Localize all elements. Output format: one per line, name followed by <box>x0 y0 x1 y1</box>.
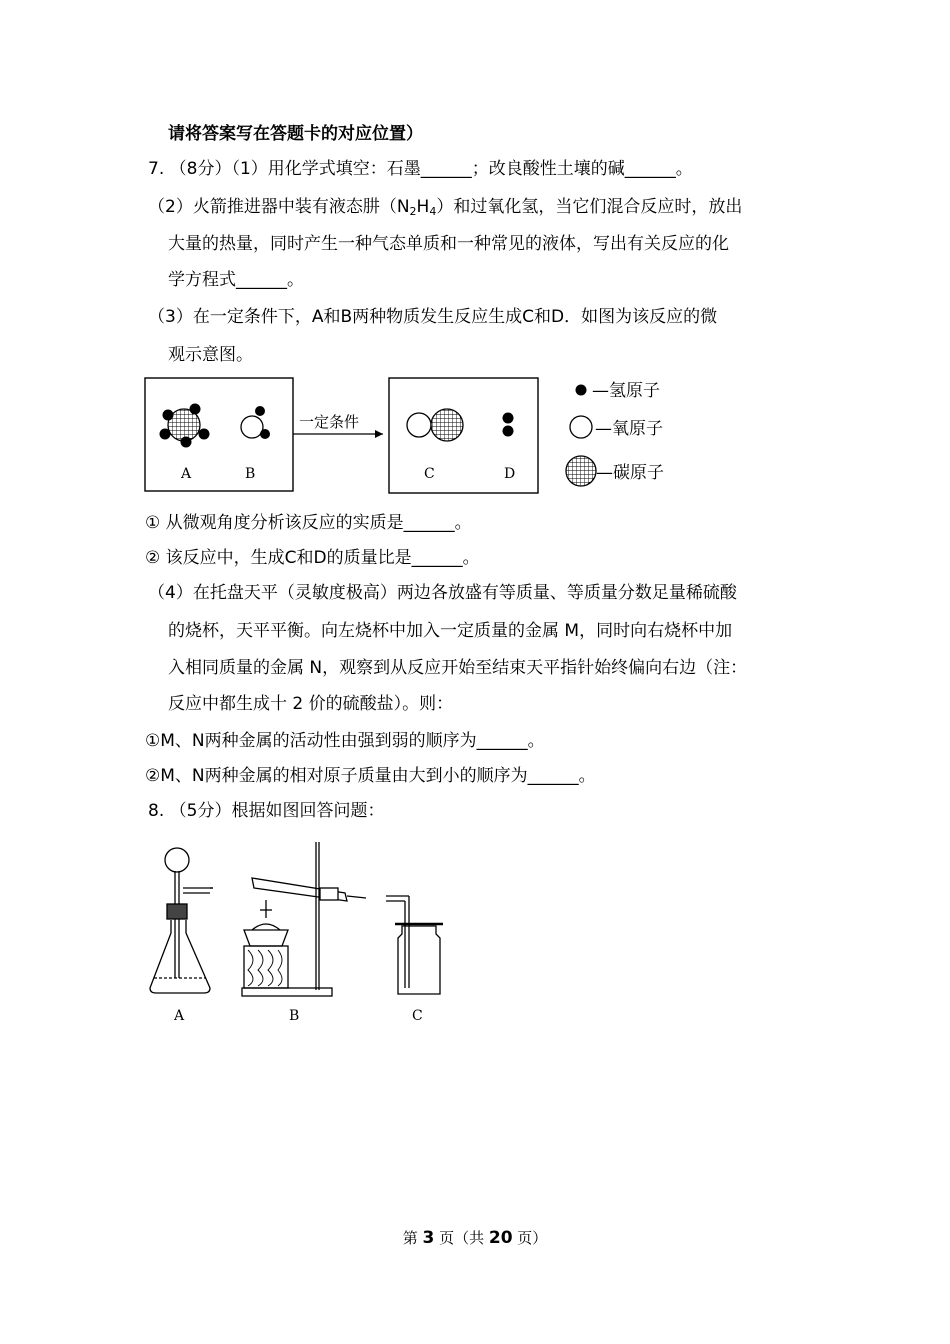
q7-part2-line1 <box>148 195 742 224</box>
q7-part2-text-b: ）和过氧化氢，当它们混合反应时，放出 <box>436 197 743 217</box>
legend-oxygen-icon <box>570 416 592 438</box>
label-b: B <box>245 466 256 482</box>
products-box <box>389 378 538 493</box>
apparatus-label-b: B <box>289 1008 300 1024</box>
footer-post: 页） <box>512 1229 548 1247</box>
apparatus-label-c: C <box>412 1008 423 1024</box>
arrow-label: 一定条件 <box>299 413 360 431</box>
q7-part2-line3: 学方程式______。 <box>168 270 304 290</box>
q7-intro-line <box>148 157 693 181</box>
q8-intro-line <box>148 799 384 823</box>
subscript: 2 <box>409 205 417 218</box>
apparatus-b <box>242 842 366 996</box>
legend-oxygen-label: —氧原子 <box>595 419 663 439</box>
q7-intro: （8分）（1）用化学式填空：石墨______；改良酸性土壤的碱______。 <box>169 159 693 179</box>
footer-total-pages: 20 <box>488 1228 513 1248</box>
page-footer <box>0 1227 950 1248</box>
q7-part2-line2: 大量的热量，同时产生一种气态单质和一种常见的液体，写出有关反应的化 <box>168 234 729 254</box>
apparatus-label-a: A <box>174 1008 185 1024</box>
molecule-a <box>160 404 210 448</box>
q7-sub3: ①M、N两种金属的活动性由强到弱的顺序为______。 <box>145 731 545 751</box>
q7-part3-line1: （3）在一定条件下，A和B两种物质发生反应生成C和D．如图为该反应的微 <box>148 307 718 327</box>
q7-part4-line1: （4）在托盘天平（灵敏度极高）两边各放盛有等质量、等质量分数足量稀硫酸 <box>148 583 737 603</box>
label-c: C <box>424 466 435 482</box>
apparatus-c <box>386 896 443 994</box>
apparatus-figure <box>140 838 460 1028</box>
reaction-diagram <box>140 374 700 496</box>
q7-sub4: ②M、N两种金属的相对原子质量由大到小的顺序为______。 <box>145 766 596 786</box>
legend-carbon-icon <box>566 456 596 486</box>
legend-hydrogen-label: —氢原子 <box>592 381 660 401</box>
label-a: A <box>181 466 192 482</box>
footer-page-number: 3 <box>422 1228 435 1248</box>
q7-part4-line3: 入相同质量的金属 N，观察到从反应开始至结束天平指针始终偏向右边（注： <box>168 658 748 678</box>
formula-h: H <box>416 197 430 217</box>
header-note: 请将答案写在答题卡的对应位置） <box>168 124 423 144</box>
molecule-c <box>407 409 463 441</box>
q8-number: 8. <box>148 801 165 821</box>
legend <box>566 381 664 486</box>
q7-sub2: ② 该反应中，生成C和D的质量比是______。 <box>145 548 480 568</box>
apparatus-a <box>150 848 213 993</box>
q7-part2-text-a: （2）火箭推进器中装有液态肼（N <box>148 197 410 217</box>
label-d: D <box>504 466 516 482</box>
q8-intro: （5分）根据如图回答问题： <box>169 801 385 821</box>
molecule-d <box>503 413 514 437</box>
q7-part4-line4: 反应中都生成十 2 价的硫酸盐）。则： <box>168 694 454 714</box>
footer-mid: 页（共 <box>434 1229 489 1247</box>
q7-part4-line2: 的烧杯，天平平衡。向左烧杯中加入一定质量的金属 M，同时向右烧杯中加 <box>168 621 733 641</box>
q7-sub1: ① 从微观角度分析该反应的实质是______。 <box>145 513 472 533</box>
footer-pre: 第 <box>402 1229 423 1247</box>
legend-hydrogen-icon <box>576 385 587 396</box>
subscript: 4 <box>429 205 437 218</box>
q7-number: 7. <box>148 159 165 179</box>
molecule-b <box>241 406 270 439</box>
q7-part3-line2: 观示意图。 <box>168 345 253 365</box>
legend-carbon-label: —碳原子 <box>596 463 664 483</box>
